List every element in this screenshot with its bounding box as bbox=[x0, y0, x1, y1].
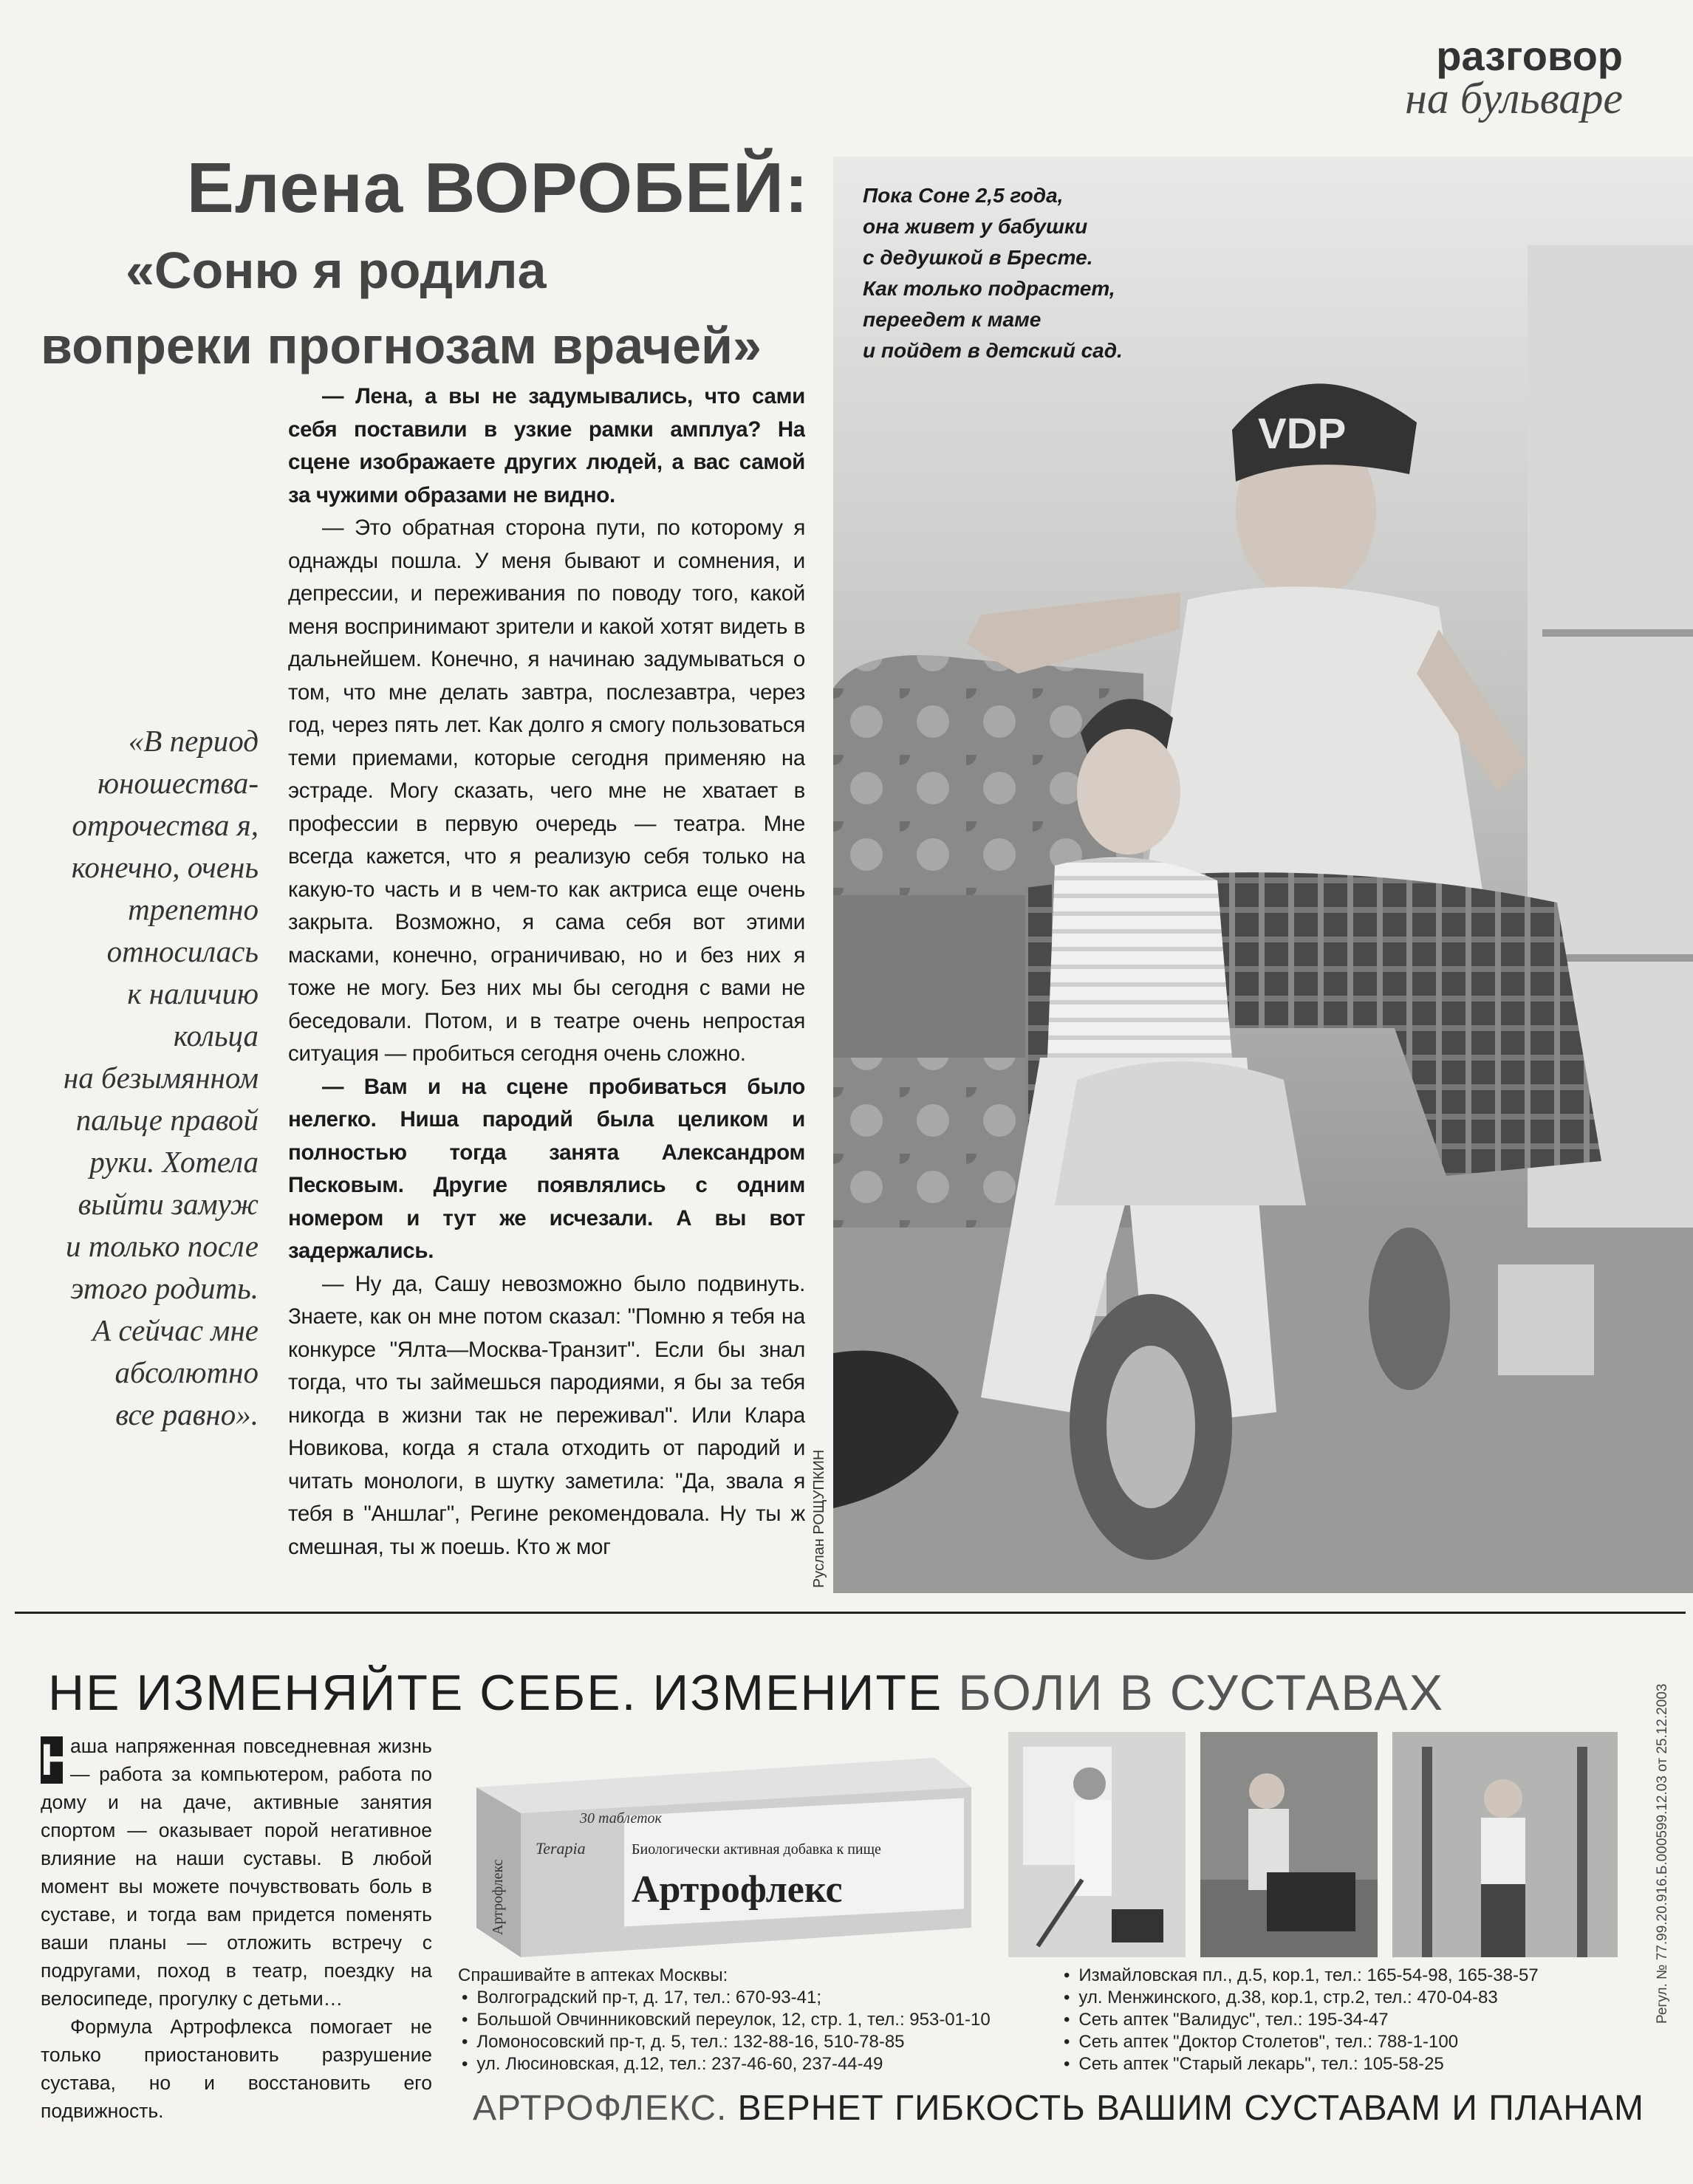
photo-caption-line: она живет у бабушки bbox=[863, 215, 1088, 238]
ad-paragraph-text: аша напряженная повседневная жизнь — работа за компьютером, работа по дому и на даче, активные занятия спортом — оказывает порой негативное влияние на наши суставы. В любой момент вы можете почувствовать боль в суставе, и тогда вам придется поменять ваши планы — отложить встречу с подругами, поход в театр, поездку на велосипеде, прогулку с детьми… bbox=[41, 1735, 432, 2010]
pull-quote-line: абсолютно bbox=[114, 1355, 259, 1389]
rubric-line1: разговор bbox=[1436, 32, 1623, 79]
photo-caption-line: переедет к маме bbox=[863, 308, 1042, 331]
pharmacy-item: • Большой Овчинниковский переулок, 12, стр. 1, тел.: 953-01-10 bbox=[462, 2009, 991, 2031]
pharmacy-item: • ул. Менжинского, д.38, кор.1, стр.2, тел.: 470-04-83 bbox=[1064, 1987, 1539, 2009]
section-divider bbox=[15, 1612, 1686, 1614]
pharmacy-item: • ул. Люсиновская, д.12, тел.: 237-46-60, 237-44-49 bbox=[462, 2053, 991, 2075]
pull-quote-line: пальце правой bbox=[75, 1103, 259, 1137]
interview-answer: — Ну да, Сашу невозможно было подвинуть. Знаете, как он мне потом сказал: "Помню я тебя на конкурсе "Ялта—Москва-Транзит". Если бы знал тогда, что ты займешься пародиями, я бы за тебя никогда в жизни так не переживал". Или Клара Новикова, когда я стала отходить от пародий и читать монологи, в шутку заметила: "Да, звала я тебя в "Аншлаг", Регине рекомендовала. Ну ты ж смешная, ты ж поешь. Кто ж мог bbox=[288, 1271, 805, 1559]
photo-credit: Руслан РОЩУПКИН bbox=[811, 1449, 827, 1588]
pharmacy-item: • Измайловская пл., д.5, кор.1, тел.: 165-54-98, 165-38-57 bbox=[1064, 1965, 1539, 1987]
interview-answer: — Это обратная сторона пути, по которому я однажды пошла. У меня бывают и сомнения, и депрессии, и переживания по поводу того, какой меня воспринимают зрители и какой хотят видеть в дальнейшем. Конечно, я начинаю задумываться о том, что мне делать завтра, послезавтра, через год, через пять лет. Как долго я смогу пользоваться теми приемами, которые сегодня применяю на эстраде. Могу сказать, чего мне не хватает в профессии в первую очередь — театра. Мне всегда кажется, что я реализую себя только на какую-то часть и в чем-то как актриса еще очень закрыта. Возможно, я сама себя вот этими масками, конечно, ограничиваю, но и без них я тоже не могу. Без них мы бы сегодня с вами не беседовали. Потом, и в театре очень непростая ситуация — пробиться сегодня очень сложно. bbox=[288, 516, 805, 1066]
pharmacy-item: • Волгоградский пр-т, д. 17, тел.: 670-93-41; bbox=[462, 1987, 991, 2009]
photo-caption-line: Как только подрастет, bbox=[863, 277, 1115, 300]
pharmacy-item: • Сеть аптек "Старый лекарь", тел.: 105-58-25 bbox=[1064, 2053, 1539, 2075]
pull-quote-line: этого родить. bbox=[70, 1271, 259, 1305]
pull-quote-line: трепетно bbox=[128, 892, 259, 926]
pull-quote-line: конечно, очень bbox=[71, 850, 259, 884]
pharmacy-item: • Ломоносовский пр-т, д. 5, тел.: 132-88-16, 510-78-85 bbox=[462, 2031, 991, 2053]
pull-quote-line: отрочества я, bbox=[72, 808, 259, 842]
headline-subtitle-line2: вопреки прогнозам врачей» bbox=[41, 317, 762, 374]
pull-quote-line: юношества- bbox=[98, 766, 259, 800]
pull-quote-line: кольца bbox=[173, 1019, 259, 1052]
product-side-name: Артрофлекс bbox=[490, 1859, 506, 1935]
pull-quote-line: относилась bbox=[106, 934, 259, 968]
pharmacy-item: • Сеть аптек "Доктор Столетов", тел.: 788-1-100 bbox=[1064, 2031, 1539, 2053]
article-body bbox=[288, 380, 805, 1612]
ad-slogan bbox=[473, 2087, 1644, 2131]
registration-number: Регул. № 77.99.20.916.Б.000599.12.03 от 25.12.2003 bbox=[1655, 1683, 1670, 2024]
photo-caption-line: Пока Соне 2,5 года, bbox=[863, 184, 1064, 207]
ad-photo-vacuuming bbox=[1008, 1732, 1186, 1957]
pull-quote-line: к наличию bbox=[127, 976, 259, 1010]
ad-photo-gym bbox=[1392, 1732, 1618, 1957]
pull-quote-line: выйти замуж bbox=[78, 1187, 259, 1221]
pull-quote-line: все равно». bbox=[115, 1397, 259, 1431]
headline bbox=[41, 148, 809, 380]
pharmacies-intro: Спрашивайте в аптеках Москвы: bbox=[458, 1965, 728, 1985]
pull-quote-line: руки. Хотела bbox=[89, 1145, 259, 1179]
interview-question: — Лена, а вы не задумывались, что сами себя поставили в узкие рамки амплуа? На сцене изображаете других людей, а вас самой за чужими образами не видно. bbox=[288, 384, 805, 507]
product-name: Артрофлекс bbox=[632, 1869, 843, 1911]
pull-quote-line: А сейчас мне bbox=[92, 1313, 259, 1347]
ad-slogan-rest: ВЕРНЕТ ГИБКОСТЬ ВАШИМ СУСТАВАМ И ПЛАНАМ bbox=[727, 2089, 1644, 2128]
interview-question: — Вам и на сцене пробиваться было нелегко. Ниша пародий была целиком и полностью тогда занята Александром Песковым. Другие появлялись с одним номером и тут же исчезали. А вы вот задержались. bbox=[288, 1074, 805, 1263]
ad-paragraph bbox=[41, 1732, 432, 2013]
pull-quote-line: на безымянном bbox=[63, 1061, 259, 1095]
ad-headline bbox=[48, 1663, 1636, 1722]
pharmacy-item: • Сеть аптек "Валидус", тел.: 195-34-47 bbox=[1064, 2009, 1539, 2031]
rubric bbox=[1405, 32, 1623, 123]
product-brand: Terapia bbox=[536, 1839, 586, 1858]
ad-paragraph: Формула Артрофлекса помогает не только приостановить разрушение сустава, но и восстановить его подвижность. bbox=[41, 2016, 432, 2122]
ad-headline-highlight: БОЛИ В СУСТАВАХ bbox=[958, 1665, 1445, 1721]
pull-quote-line: «В период bbox=[128, 724, 259, 758]
rubric-line2: на бульваре bbox=[1405, 74, 1623, 123]
photo-caption-line: с дедушкой в Бресте. bbox=[863, 246, 1093, 269]
headline-subtitle-line1: «Соню я родила bbox=[126, 242, 547, 299]
product-tablets: 30 таблеток bbox=[580, 1810, 662, 1827]
product-package bbox=[462, 1743, 979, 1965]
product-subtitle: Биологически активная добавка к пище bbox=[632, 1841, 881, 1858]
photo-illustration bbox=[833, 157, 1693, 1593]
pull-quote-line: и только после bbox=[65, 1229, 259, 1263]
drop-cap: Н bbox=[41, 1735, 73, 1784]
photo-caption-line: и пойдет в детский сад. bbox=[863, 339, 1123, 362]
ad-slogan-brand: АРТРОФЛЕКС. bbox=[473, 2089, 728, 2128]
ad-photo-mowing bbox=[1200, 1732, 1378, 1957]
headline-name: Елена ВОРОБЕЙ: bbox=[186, 148, 809, 227]
ad-headline-main: НЕ ИЗМЕНЯЙТЕ СЕБЕ. ИЗМЕНИТЕ bbox=[48, 1665, 959, 1721]
photo-caption bbox=[863, 180, 1173, 366]
article-photo bbox=[833, 157, 1693, 1593]
pharmacy-list-right bbox=[1064, 1965, 1539, 2075]
ad-body bbox=[41, 1732, 432, 2125]
cap-lettering: VDP bbox=[1258, 410, 1347, 458]
pharmacy-list-left bbox=[462, 1987, 991, 2075]
pull-quote bbox=[30, 720, 259, 1436]
